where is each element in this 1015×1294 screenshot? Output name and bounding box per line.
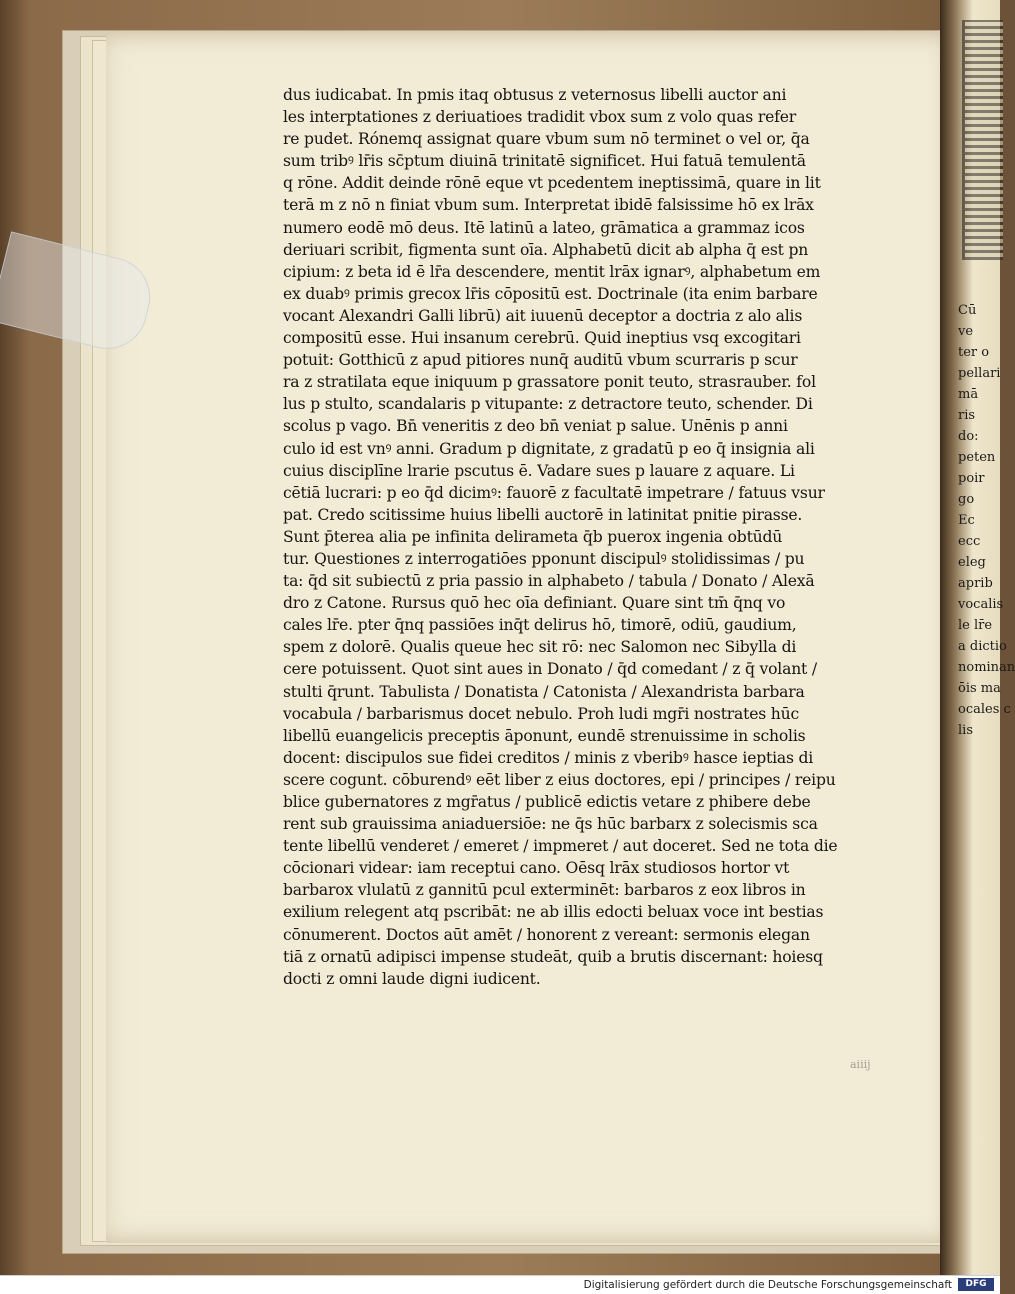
text-line: dro z Catone. Rursus quō hec oīa definiant. Quare sint tm̄ q̄nq vo	[283, 594, 786, 613]
text-line: blice gubernatores z mgr̄atus / publicē edictis vetare z phibere debe	[283, 793, 811, 811]
facing-text-fragment: ris	[958, 408, 976, 423]
text-line: spem z dolorē. Qualis queue hec sit rō: nec Salomon nec Sibylla di	[283, 638, 797, 657]
text-line: barbarox vlulatū z gannitū pcul exterminēt: barbaros z eox libros in	[283, 881, 806, 900]
facing-text-fragment: lis	[958, 723, 973, 738]
text-line: terā m z nō n finiat vbum sum. Interpretat ibidē falsissime hō ex lrāx	[283, 196, 814, 215]
facing-text-fragment: peten	[958, 450, 996, 465]
text-line: scolus p vago. Bn̄ veneritis z deo bn̄ veniat p salue. Unēnis p anni	[283, 417, 788, 436]
text-line: rent sub grauissima aniaduersiōe: ne q̄s hūc barbarx z solecismis sca	[283, 815, 818, 834]
text-line: numero eodē mō deus. Itē latinū a lateo, grāmatica a grammaz icos	[283, 218, 805, 237]
facing-text-fragment: Cū	[958, 303, 977, 318]
text-line: compositū esse. Hui insanum cerebrū. Quid ineptius vsq excogitari	[283, 329, 801, 348]
text-line: tente libellū venderet / emeret / impmeret / aut doceret. Sed ne tota die	[283, 837, 838, 856]
facing-text-fragment: Ec	[958, 513, 975, 528]
facing-text-fragment: mā	[958, 387, 979, 402]
text-line: exilium relegent atq pscribāt: ne ab illis edocti beluax voce int bestias	[283, 903, 824, 922]
text-line: cere potuissent. Quot sint aues in Donato / q̄d comedant / z q̄ volant /	[283, 660, 817, 679]
text-line: ta: q̄d sit subiectū z pria passio in alphabeto / tabula / Donato / Alexā	[283, 572, 815, 591]
facing-text-fragment: aprib	[958, 576, 993, 591]
text-line: vocant Alexandri Galli librū) ait iuuenū deceptor a doctria z alo alis	[283, 306, 803, 325]
main-text-block	[283, 84, 908, 990]
text-line: ex duabꝰ primis grecox lr̄is cōpositū est. Doctrinale (ita enim barbare	[283, 284, 818, 303]
text-line: tur. Questiones z interrogatiōes pponunt discipulꝰ stolidissimas / pu	[283, 549, 805, 568]
text-line: cuius disciplīne lrarie pscutus ē. Vadare sues p lauare z aquare. Li	[283, 461, 795, 480]
text-line: cōnumerent. Doctos aūt amēt / honorent z vereant: sermonis elegan	[283, 925, 810, 944]
facing-text-fragment: eleg	[958, 555, 986, 570]
text-line: stulti q̄runt. Tabulista / Donatista / Catonista / Alexandrista barbara	[283, 682, 805, 701]
facing-text-fragment: ōis ma	[958, 681, 1001, 696]
dfg-logo: DFG	[958, 1278, 994, 1291]
text-line: deriuari scribit, figmenta sunt oīa. Alphabetū dicit ab alpha q̄ est pn	[283, 240, 809, 259]
facing-text-fragment: do:	[958, 429, 979, 444]
text-line: cōcionari videar: iam receptui cano. Oēsq lrāx studiosos hortor vt	[283, 859, 790, 878]
text-line: ra z stratilata eque iniquum p grassatore ponit teuto, strasrauber. fol	[283, 373, 816, 392]
text-line: cipium: z beta id ē lr̄a descendere, mentit lrāx ignarꝰ, alphabetum em	[283, 262, 821, 281]
text-line: libellū euangelicis preceptis āponunt, eundē strenuissime in scholis	[283, 726, 806, 745]
text-line: tiā z ornatū adipisci impense studeāt, quib a brutis discernant: hoiesq	[283, 947, 823, 966]
facing-text-fragment: vocalis	[958, 597, 1004, 612]
facing-text-fragment: a dictio	[958, 639, 1007, 654]
text-line: vocabula / barbarismus docet nebulo. Proh ludi mgr̄i nostrates hūc	[283, 704, 799, 723]
facing-text-fragment: ocales c	[958, 702, 1011, 717]
text-line: sum tribꝰ lr̄is sc̄ptum diuinā trinitatē significet. Hui fatuā temulentā	[283, 152, 806, 171]
facing-page-woodcut	[962, 20, 1003, 260]
facing-text-fragment: nominan	[958, 660, 1015, 675]
text-line: lus p stulto, scandalaris p vitupante: z detractore teuto, schender. Di	[283, 395, 813, 414]
signature-mark: aiiij	[850, 1058, 871, 1071]
facing-text-fragment: pellari	[958, 366, 1001, 381]
facing-text-fragment: ter o	[958, 345, 990, 360]
text-line: re pudet. Rónemq assignat quare vbum sum nō terminet o vel or, q̄a	[283, 130, 810, 149]
facing-text-fragment: le lr̄e	[958, 618, 993, 633]
text-line: culo id est vnꝰ anni. Gradum p dignitate, z gradatū p eo q̄ insignia ali	[283, 439, 815, 458]
facing-text-fragment: poir	[958, 471, 985, 486]
facing-text-fragment: go	[958, 492, 975, 507]
facing-text-fragment: ve	[958, 324, 974, 339]
text-line: cales lr̄e. pter q̄nq passiōes inq̄t delirus hō, timorē, odiū, gaudium,	[283, 616, 797, 635]
footer-bar	[0, 1275, 1000, 1294]
text-line: cētiā lucrari: p eo q̄d dicimꝰ: fauorē z facultatē impetrare / fatuus vsur	[283, 483, 825, 502]
footer-credit: Digitalisierung gefördert durch die Deutsche Forschungsgemeinschaft	[583, 1279, 952, 1291]
text-line: q rōne. Addit deinde rōnē eque vt pcedentem ineptissimā, quare in lit	[283, 174, 821, 193]
text-line: dus iudicabat. In pmis itaq obtusus z veternosus libelli auctor ani	[283, 86, 787, 104]
text-line: potuit: Gotthicū z apud pitiores nunq̄ auditū vbum scurraris p scur	[283, 351, 798, 370]
facing-page-text	[958, 300, 1015, 1000]
text-line: docti z omni laude digni iudicent.	[283, 969, 541, 988]
text-line: les interptationes z deriuatioes tradidit vbox sum z volo quas refer	[283, 108, 796, 127]
text-line: scere cogunt. cōburendꝰ eēt liber z eius doctores, epi / principes / reipu	[283, 770, 836, 789]
text-line: pat. Credo scitissime huius libelli auctorē in latinitat pnitie pirasse.	[283, 505, 803, 524]
text-line: docent: discipulos sue fidei creditos / minis z vberibꝰ hasce ieptias di	[283, 748, 814, 767]
text-line: Sunt p̄terea alia pe infinita delirameta q̄b puerox ingenia obtūdū	[283, 527, 783, 546]
facing-text-fragment: ecc	[958, 534, 981, 549]
